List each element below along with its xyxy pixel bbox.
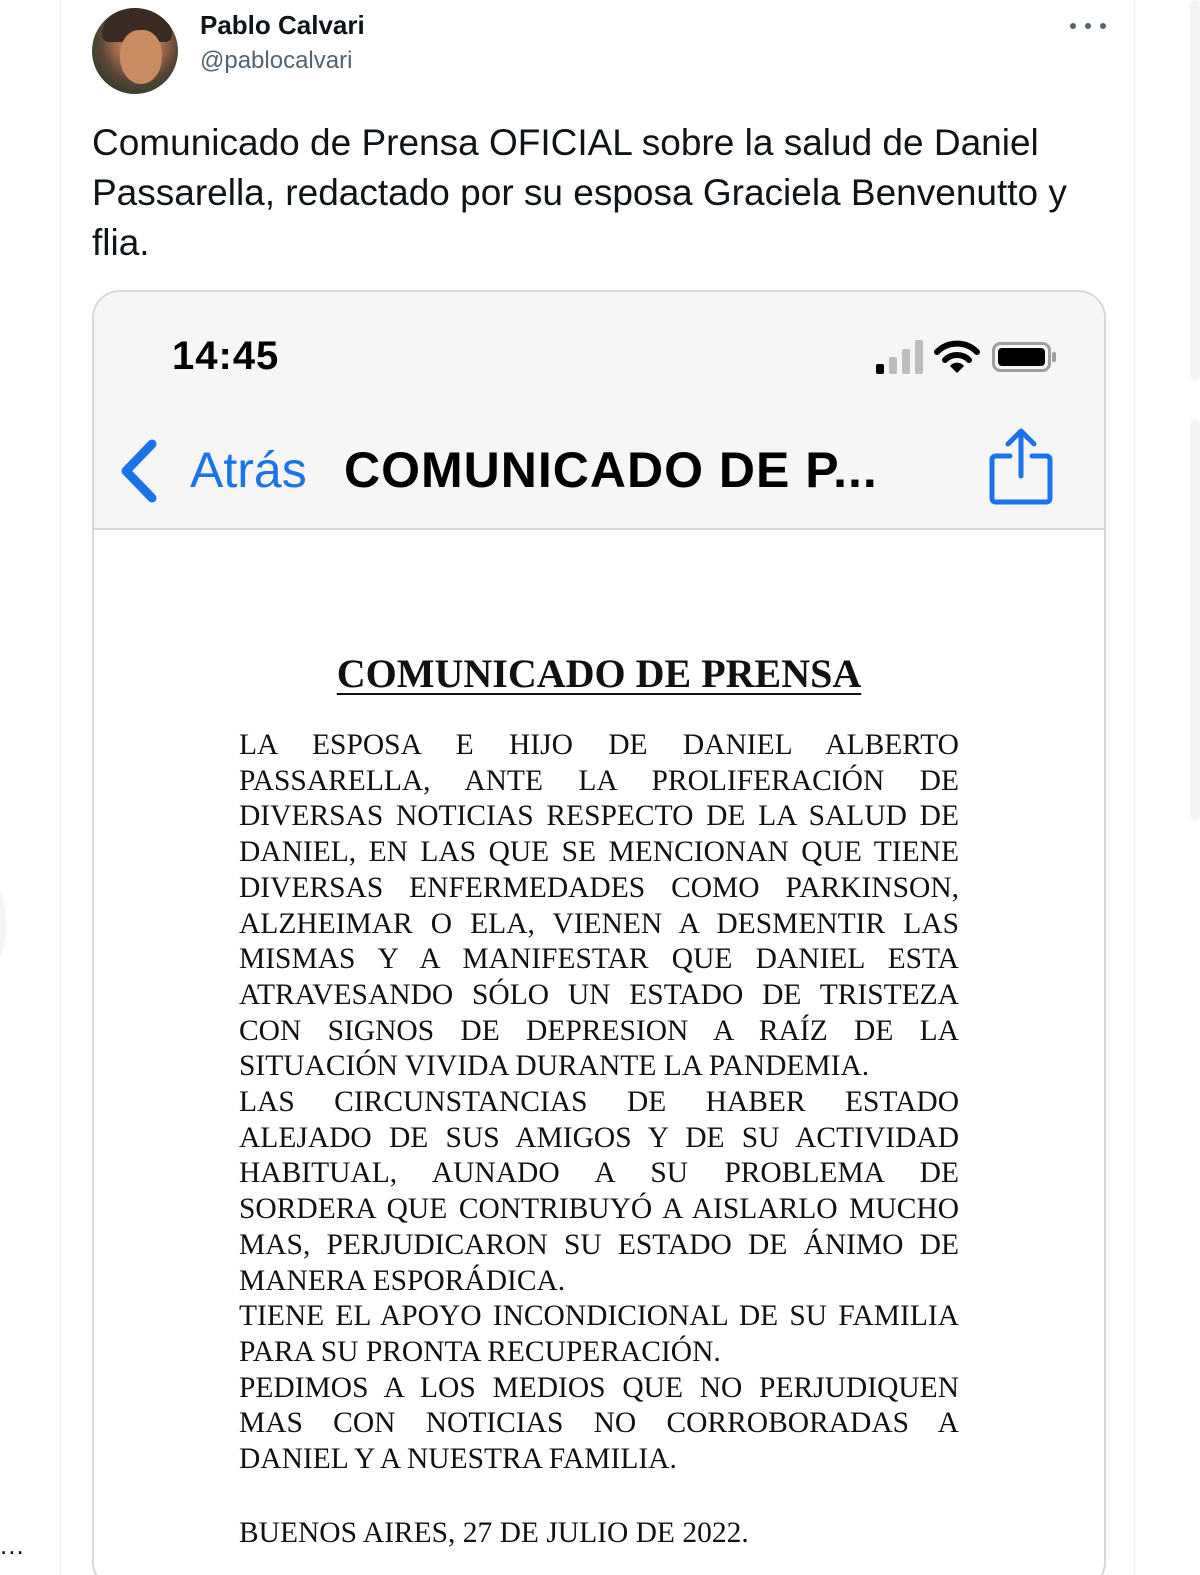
tweet-image[interactable] [92, 290, 1106, 1575]
avatar-face [120, 30, 162, 84]
status-time: 14:45 [172, 334, 280, 378]
more-dot [1100, 23, 1106, 29]
author-name[interactable]: Pablo Calvari [200, 10, 365, 40]
left-column-shadow [0, 880, 6, 970]
left-column-divider [60, 0, 61, 1575]
more-dot [1085, 23, 1091, 29]
document-date-line: BUENOS AIRES, 27 DE JULIO DE 2022. [239, 1517, 749, 1549]
ios-header [94, 292, 1104, 530]
document-title: COMUNICADO DE PRENSA [336, 651, 862, 696]
wifi-icon [934, 340, 980, 374]
left-column-fragment [0, 0, 62, 1575]
nav-title: COMUNICADO DE P... [344, 442, 878, 498]
right-column-panel-fragment [1190, 0, 1200, 380]
cellular-signal-icon [876, 340, 924, 374]
right-column-panel-fragment [1190, 420, 1200, 820]
right-column-fragment [1134, 0, 1200, 1575]
avatar[interactable] [92, 8, 178, 94]
right-column-divider [1134, 0, 1135, 1575]
document-page [94, 532, 1104, 1575]
document-paragraph: PEDIMOS A LOS MEDIOS QUE NO PERJUDIQUEN MAS CON NOTICIAS NO CORROBORADAS A DANIEL Y A NUESTRA FAMILIA. [239, 1371, 959, 1476]
document-body [239, 728, 959, 1478]
back-button[interactable]: Atrás [190, 442, 307, 498]
left-column-ellipsis: ... [0, 1530, 25, 1560]
tweet [62, 0, 1134, 1575]
more-dot [1070, 23, 1076, 29]
document-paragraph: TIENE EL APOYO INCONDICIONAL DE SU FAMILIA PARA SU PRONTA RECUPERACIÓN. [239, 1300, 959, 1368]
author-handle[interactable]: @pablocalvari [200, 47, 353, 74]
document-paragraph: LA ESPOSA E HIJO DE DANIEL ALBERTO PASSARELLA, ANTE LA PROLIFERACIÓN DE DIVERSAS NOTICIAS RESPECTO DE LA SALUD DE DANIEL, EN LAS QUE SE MENCIONAN QUE TIENE DIVERSAS ENFERMEDADES COMO PARKINSON, ALZHEIMAR O ELA, VIENEN A DESMENTIR LAS MISMAS Y A MANIFESTAR QUE DANIEL ESTA ATRAVESANDO SÓLO UN ESTADO DE TRISTEZA CON SIGNOS DE DEPRESION A RAÍZ DE LA SITUACIÓN VIVIDA DURANTE LA PANDEMIA. [239, 729, 959, 1083]
share-icon[interactable] [988, 426, 1054, 506]
document-paragraph: LAS CIRCUNSTANCIAS DE HABER ESTADO ALEJADO DE SUS AMIGOS Y DE SU ACTIVIDAD HABITUAL, AUNADO A SU PROBLEMA DE SORDERA QUE CONTRIBUYÓ A AISLARLO MUCHO MAS, PERJUDICARON SU ESTADO DE ÁNIMO DE MANERA ESPORÁDICA. [239, 1086, 959, 1297]
chevron-left-icon[interactable] [116, 438, 160, 504]
battery-icon [992, 342, 1058, 372]
more-options-icon[interactable] [1070, 12, 1106, 40]
tweet-text: Comunicado de Prensa OFICIAL sobre la salud de Daniel Passarella, redactado por su esposa Graciela Benvenutto y flia. [92, 122, 1067, 263]
